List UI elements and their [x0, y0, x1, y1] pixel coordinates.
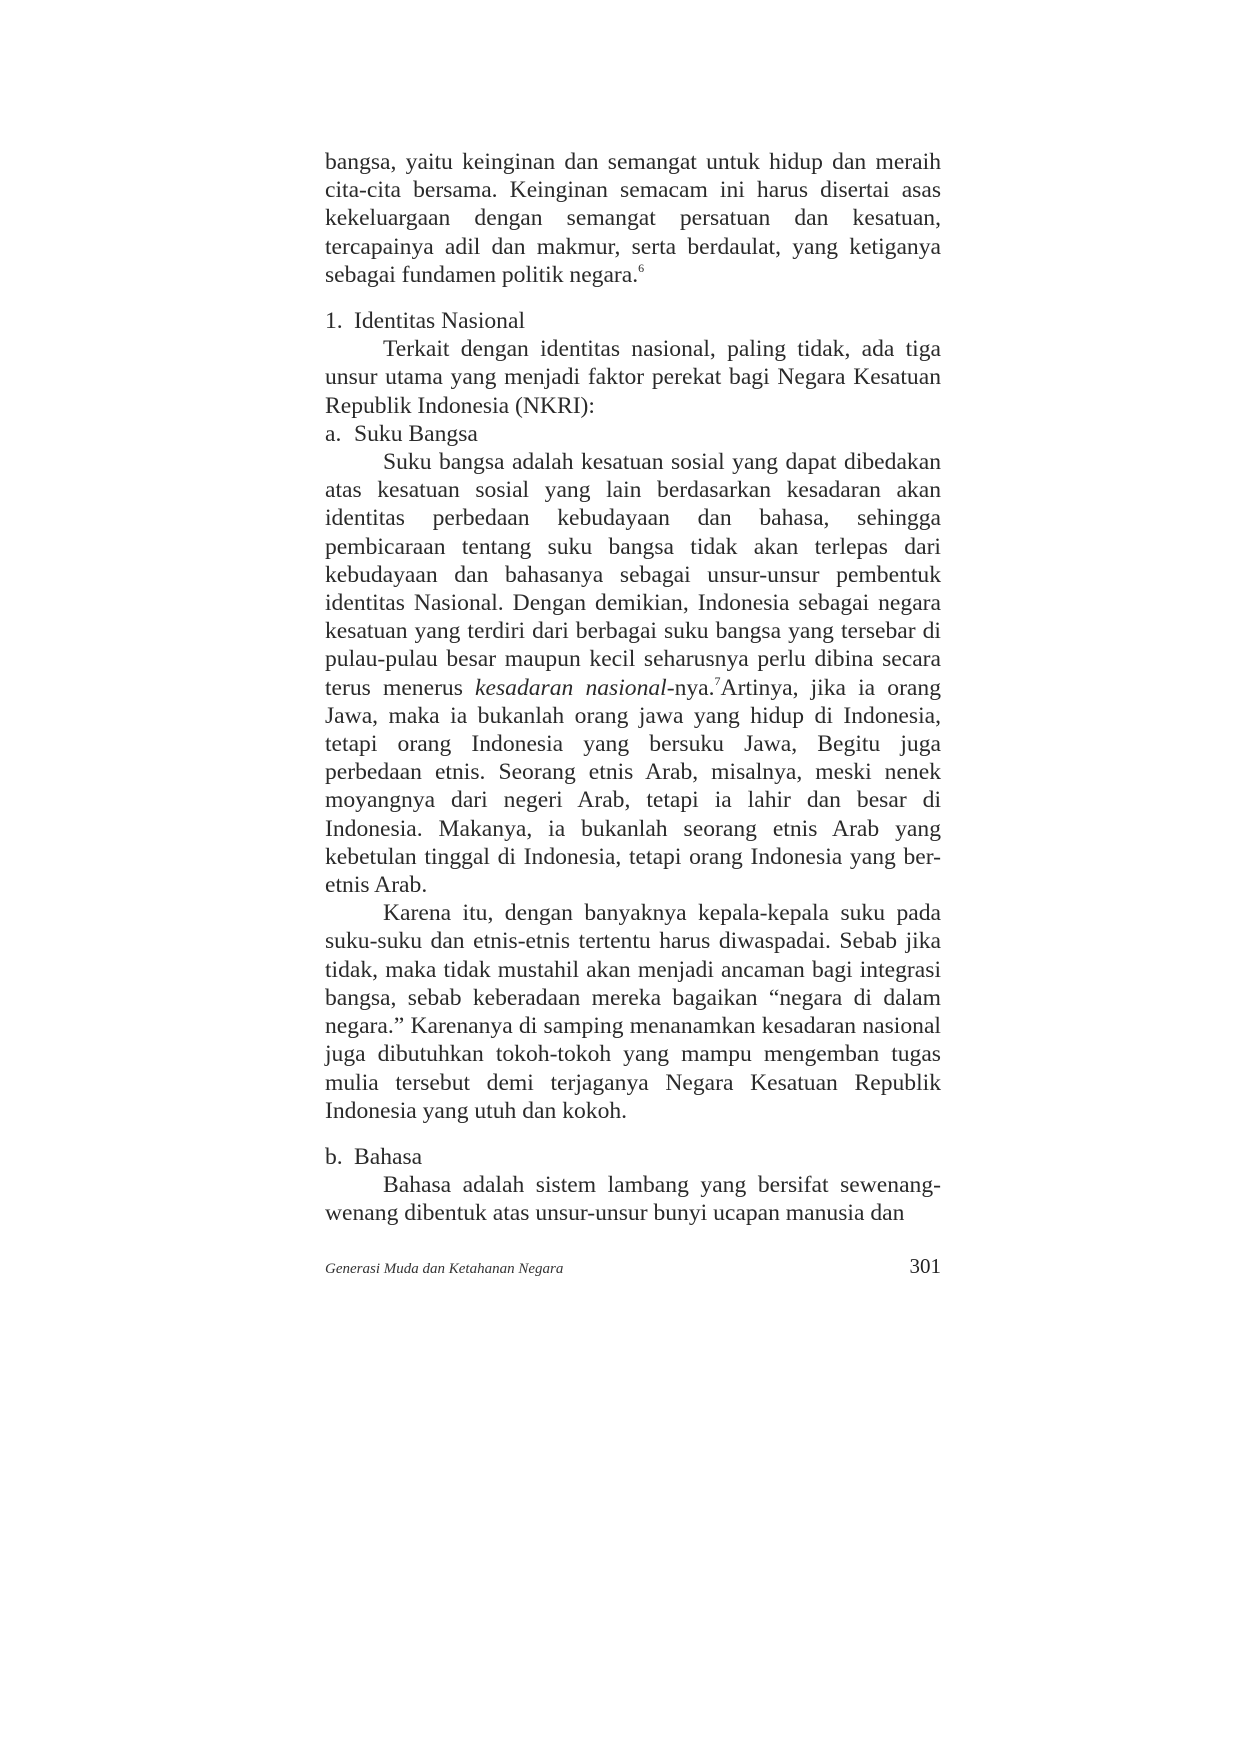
paragraph-bahasa: Bahasa adalah sistem lambang yang bersifat sewenang-wenang dibentuk atas unsur-unsur bunyi ucapan manusia dan	[325, 1172, 941, 1227]
running-footer-title: Generasi Muda dan Ketahanan Negara	[325, 1261, 564, 1277]
heading-identitas-nasional: 1. Identitas Nasional	[325, 308, 526, 335]
paragraph-suku-bangsa-2: Karena itu, dengan banyaknya kepala-kepala suku pada suku-suku dan etnis-etnis tertentu harus diwaspadai. Sebab jika tidak, maka tidak mustahil akan menjadi ancaman bagi integrasi bangsa, sebab keberadaan mereka bagaikan “negara di dalam negara.” Karenanya di samping menanamkan kesadaran nasional juga dibutuhkan tokoh-tokoh yang mampu mengemban tugas mulia tersebut demi terjaganya Negara Kesatuan Republik Indonesia yang utuh dan kokoh.	[325, 900, 941, 1124]
paragraph-suku-bangsa-1: Suku bangsa adalah kesatuan sosial yang dapat dibedakan atas kesatuan sosial yang lain berdasarkan kesadaran akan identitas perbedaan kebudayaan dan bahasa, sehingga pembicaraan tentang suku bangsa tidak akan terlepas dari kebudayaan dan bahasanya sebagai unsur-unsur pembentuk identitas Nasional. Dengan demikian, Indonesia sebagai negara kesatuan yang terdiri dari berbagai suku bangsa yang tersebar di pulau-pulau besar maupun kecil seharusnya perlu dibina secara terus menerus kesadaran nasional-nya.$^7$Artinya, jika ia orang Jawa, maka ia bukanlah orang jawa yang hidup di Indonesia, tetapi orang Indonesia yang bersuku Jawa, Begitu juga perbedaan etnis. Seorang etnis Arab, misalnya, meski nenek moyangnya dari negeri Arab, tetapi ia lahir dan besar di Indonesia. Makanya, ia bukanlah seorang etnis Arab yang kebetulan tinggal di Indonesia, tetapi orang Indonesia yang ber-etnis Arab.	[325, 449, 941, 899]
heading-suku-bangsa: a. Suku Bangsa	[325, 420, 478, 447]
page-body	[325, 148, 941, 1228]
heading-bahasa: b. Bahasa	[325, 1143, 423, 1170]
paragraph-intro: bangsa, yaitu keinginan dan semangat untuk hidup dan meraih cita-cita bersama. Keinginan semacam ini harus disertai asas kekeluargaan dengan semangat persatuan dan kesatuan, tercapainya adil dan makmur, serta berdaulat, yang ketiganya sebagai fundamen politik negara.$^6$	[325, 149, 941, 288]
footnote-ref-7[interactable]: 7	[714, 673, 721, 688]
paragraph-identitas: Terkait dengan identitas nasional, paling tidak, ada tiga unsur utama yang menjadi faktor perekat bagi Negara Kesatuan Republik Indonesia (NKRI):	[325, 336, 941, 419]
page-footer	[325, 1254, 941, 1279]
emphasis-kesadaran-nasional: kesadaran nasional	[475, 674, 667, 701]
footnote-ref-6[interactable]: 6	[638, 260, 645, 275]
page-number: 301	[909, 1254, 941, 1278]
